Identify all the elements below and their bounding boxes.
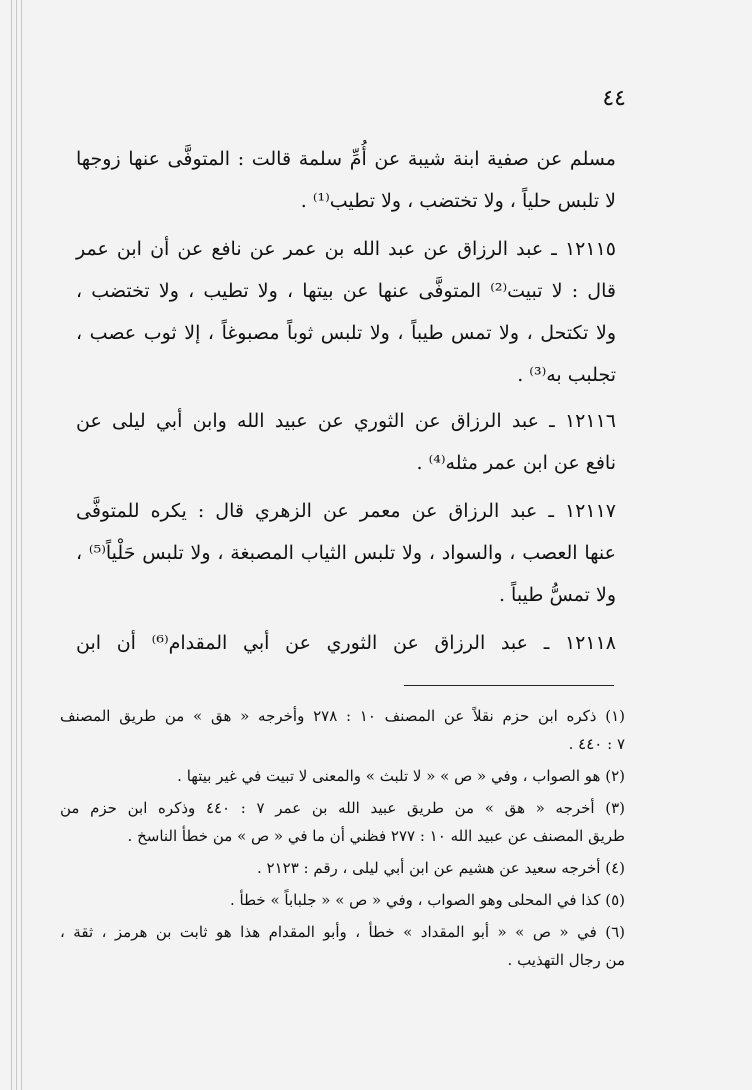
scan-edge-line <box>21 0 22 1090</box>
text-line: ١٢١١٥ ـ عبد الرزاق عن عبد الله بن عمر عن نافع عن أن ابن عمر <box>76 238 616 260</box>
footnote-line: (٣) أخرجه « هق » من طريق عبيد الله بن عمر ٧ : ٤٤٠ وذكره ابن حزم من <box>60 799 626 817</box>
text-line: نافع عن ابن عمر مثله⁽⁴⁾ . <box>416 452 616 474</box>
footnote-line: (١) ذكره ابن حزم نقلاً عن المصنف ١٠ : ٢٧٨ وأخرجه « هق » من طريق المصنف <box>60 707 625 725</box>
text-line: ١٢١١٨ ـ عبد الرزاق عن الثوري عن أبي المقدام⁽⁶⁾ أن ابن <box>76 632 616 654</box>
footnote-line: (٥) كذا في المحلى وهو الصواب ، وفي « ص » « جلباباً » خطأ . <box>230 891 625 909</box>
text-line: قال : لا تبيت⁽²⁾ المتوفَّى عنها عن بيتها ، ولا تطيب ، ولا تختضب ، <box>76 280 616 302</box>
text-line: عنها العصب ، والسواد ، ولا تلبس الثياب المصبغة ، ولا تلبس حَلْياً⁽⁵⁾ ، <box>76 542 616 564</box>
footnote-5 <box>60 886 625 914</box>
footnote-3 <box>60 794 625 850</box>
text-line: ١٢١١٧ ـ عبد الرزاق عن معمر عن الزهري قال : يكره للمتوفَّى <box>76 500 616 522</box>
text-line: ولا تمسُّ طيباً . <box>498 584 616 606</box>
footnote-line: (٤) أخرجه سعيد عن هشيم عن ابن أبي ليلى ، رقم : ٢١٢٣ . <box>256 859 625 877</box>
paragraph-1 <box>76 138 616 222</box>
footnote-line: ٧ : ٤٤٠ . <box>568 735 625 753</box>
page-number: ٤٤ <box>602 86 626 111</box>
scan-edge-line <box>16 0 17 1090</box>
text-line: مسلم عن صفية ابنة شيبة عن أُمِّ سلمة قالت : المتوفَّى عنها زوجها <box>76 148 616 170</box>
footnote-line: (٢) هو الصواب ، وفي « ص » « لا تلبث » والمعنى لا تبيت في غير بيتها . <box>177 767 625 785</box>
footnotes <box>60 702 625 978</box>
footnote-4 <box>60 854 625 882</box>
footnote-line: طريق المصنف عن عبيد الله ١٠ : ٢٧٧ فظني أن ما في « ص » من خطأ الناسخ . <box>127 827 625 845</box>
footnote-divider <box>404 685 614 686</box>
text-line: ١٢١١٦ ـ عبد الرزاق عن الثوري عن عبيد الله وابن أبي ليلى عن <box>76 410 616 432</box>
text-line: تجلبب به⁽³⁾ . <box>517 364 616 386</box>
footnote-1 <box>60 702 625 758</box>
paragraph-12118 <box>76 622 616 664</box>
text-line: ولا تكتحل ، ولا تمس طيباً ، ولا تلبس ثوباً مصبوغاً ، إلا ثوب عصب ، <box>76 322 616 344</box>
footnote-6 <box>60 918 625 974</box>
paragraph-12115 <box>76 228 616 396</box>
paragraph-12116 <box>76 400 616 484</box>
footnote-2 <box>60 762 625 790</box>
scan-edge-line <box>11 0 12 1090</box>
footnote-line: من رجال التهذيب . <box>507 951 625 969</box>
footnote-line: (٦) في « ص » « أبو المقداد » خطأ ، وأبو المقدام هذا هو ثابت بن هرمز ، ثقة ، <box>60 923 625 941</box>
text-line: لا تلبس حلياً ، ولا تختضب ، ولا تطيب⁽¹⁾ . <box>300 190 616 212</box>
paragraph-12117 <box>76 490 616 616</box>
